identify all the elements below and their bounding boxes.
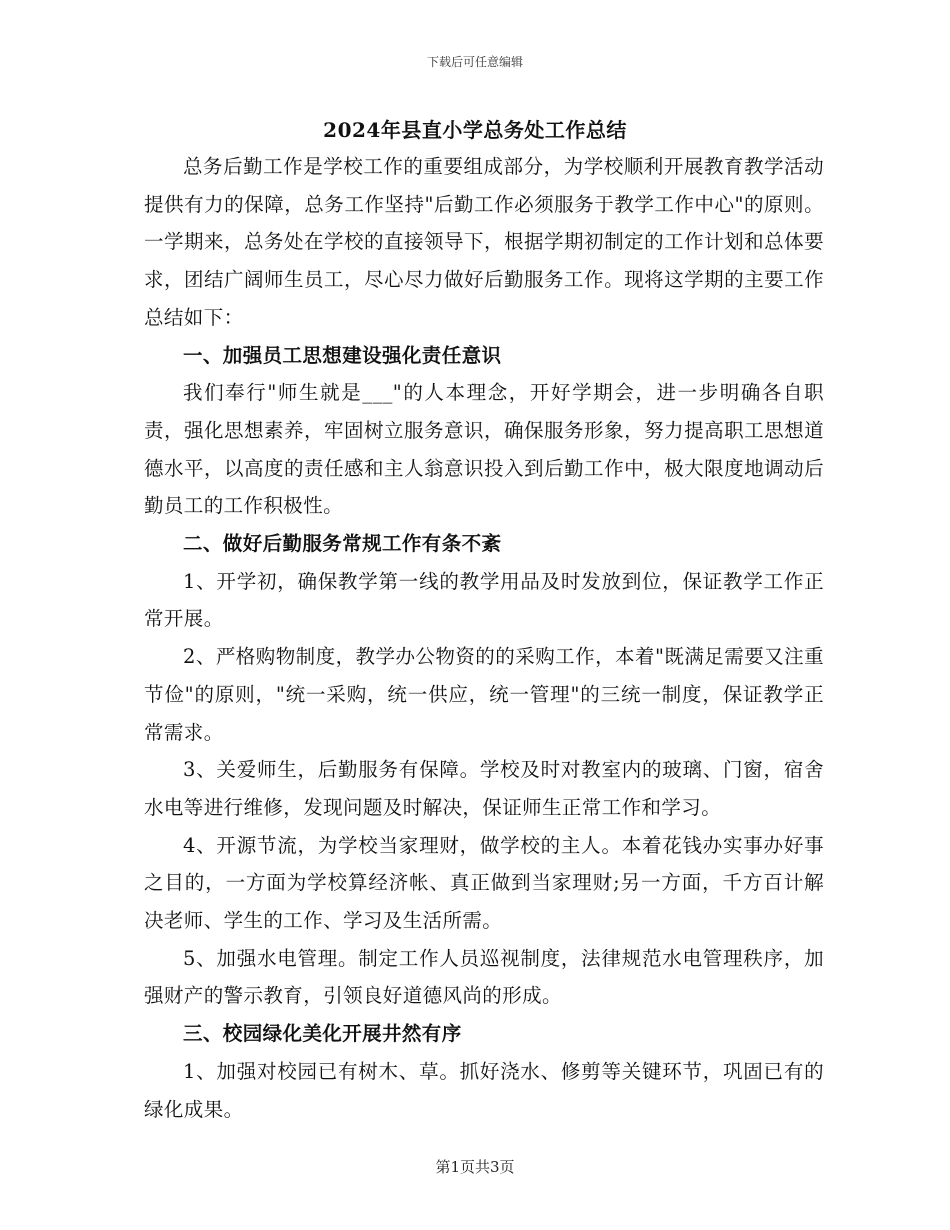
header-note: 下载后可任意编辑 [426,55,523,69]
section-2-paragraph-1: 1、开学初，确保教学第一线的教学用品及时发放到位，保证教学工作正常开展。 [144,569,824,631]
section-2-paragraph-4: 4、开源节流，为学校当家理财，做学校的主人。本着花钱办实事办好事之目的，一方面为学校算经济帐、真正做到当家理财;另一方面，千方百计解决老师、学生的工作、学习及生活所需。 [144,833,824,933]
section-1-heading: 一、加强员工思想建设强化责任意识 [183,343,502,367]
section-2-paragraph-5: 5、加强水电管理。制定工作人员巡视制度，法律规范水电管理秩序，加强财产的警示教育，引领良好道德风尚的形成。 [144,946,824,1008]
section-3-paragraph-1: 1、加强对校园已有树木、草。抓好浇水、修剪等关键环节，巩固已有的绿化成果。 [144,1059,824,1121]
section-2-paragraph-3: 3、关爱师生，后勤服务有保障。学校及时对教室内的玻璃、门窗，宿舍水电等进行维修，发现问题及时解决，保证师生正常工作和学习。 [144,758,824,819]
section-2-heading: 二、做好后勤服务常规工作有条不紊 [183,532,502,556]
page-number: 第1页共3页 [435,1158,515,1176]
section-1-paragraph-1: 我们奉行"师生就是___"的人本理念，开好学期会，进一步明确各自职责，强化思想素养，牢固树立服务意识，确保服务形象，努力提高职工思想道德水平，以高度的责任感和主人翁意识投入到后勤工作中，极大限度地调动后勤员工的工作积极性。 [144,381,824,518]
section-3-heading: 三、校园绿化美化开展井然有序 [183,1022,462,1046]
section-2-paragraph-2: 2、严格购物制度，教学办公物资的的采购工作，本着"既满足需要又注重节俭"的原则，"统一采购，统一供应，统一管理"的三统一制度，保证教学正常需求。 [144,645,824,744]
document-title: 2024年县直小学总务处工作总结 [323,118,627,142]
document-body [144,148,824,1128]
intro-paragraph: 总务后勤工作是学校工作的重要组成部分，为学校顺利开展教育教学活动提供有力的保障，总务工作坚持"后勤工作必须服务于教学工作中心"的原则。一学期来，总务处在学校的直接领导下，根据学期初制定的工作计划和总体要求，团结广阔师生员工，尽心尽力做好后勤服务工作。现将这学期的主要工作总结如下： [144,155,824,329]
